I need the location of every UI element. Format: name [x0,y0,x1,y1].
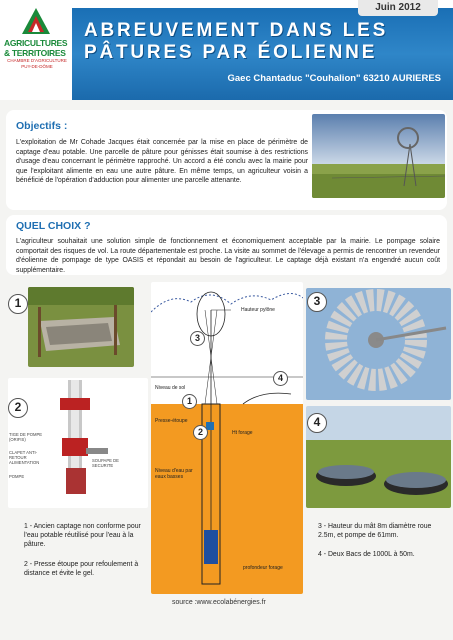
photo-rotor [306,288,451,400]
caption-1: 1 - Ancien captage non conforme pour l'eau potable réutilisé pour l'eau à la pâture. [24,523,141,549]
photo-bacs [306,406,451,508]
diag-badge-3: 3 [190,331,205,346]
pump-label-clapet: CLAPET ANTI-RETOUR ALIMENTATION [9,450,40,465]
choix-title: QUEL CHOIX ? [16,220,91,232]
number-badge-1: 1 [8,294,28,314]
diag-label-niveau-eau: Niveau d'eau par eaux basses [155,468,193,480]
page-title-line1: ABREUVEMENT DANS LES [84,20,389,41]
logo [0,0,72,100]
number-badge-4: 4 [307,413,327,433]
page-title-line2: PÂTURES PAR ÉOLIENNE [84,42,378,63]
objectifs-text: L'exploitation de Mr Cohade Jacques était concernée par la mise en place de périmètre de captage d'eau potable. Une parcelle de pâture pour génisses était soumise à des restrictions d'usage d'eau concernant le périmètre rapproché. Un accord a été conclu avec la mairie pour que l'exploitant alimente en eau une autre pâture. En même temps, un agriculteur voisin a bénéficié de l'opération d'adduction pour alimenter une parcelle attenante. [16,139,308,185]
header [0,0,453,100]
number-badge-2: 2 [8,398,28,418]
installation-diagram [151,282,303,594]
logo-text-1: AGRICULTURES [4,38,68,48]
diag-label-hauteur: Hauteur pylône [241,307,275,313]
farm-name: Gaec Chantaduc "Couhalion" 63210 AURIERES [227,73,441,84]
caption-4: 4 - Deux Bacs de 1000L à 50m. [318,551,415,558]
diag-badge-1: 1 [182,394,197,409]
diag-label-niveau-sol: Niveau de sol [155,385,186,391]
photo-captage [28,287,134,367]
logo-icon [20,6,52,36]
source-credit: source :www.ecolabénergies.fr [172,599,266,606]
logo-text-3: CHAMBRE D'AGRICULTURE PUY-DE-DÔME [7,58,67,69]
caption-3: 3 - Hauteur du mât 8m diamètre roue 2.5m, et pompe de 61mm. [318,523,432,540]
pump-label-soupape: SOUPAPE DE SECURITE [92,458,119,468]
diag-label-forage: Ht forage [232,430,253,436]
number-badge-3: 3 [307,292,327,312]
windmill-photo [312,114,445,198]
diag-badge-4: 4 [273,371,288,386]
choix-text: L'agriculteur souhaitait une solution simple de fonctionnement et économiquement acceptable par la mairie. Le pompage solaire comportait des risques de vol. La route départementale est proche. La visite au sommet de l'élevage a permis de rencontrer un revendeur d'éolienne de pompage de type OASIS et répondait au besoin de l'agriculteur. Le captage déjà existant n'a engendré aucun coût supplémentaire. [16,238,440,274]
diag-label-presse: Presse-étoupe [155,418,188,424]
pump-label-pompe: POMPE [9,474,25,479]
objectifs-title: Objectifs : [16,120,68,132]
pump-label-tige: TIGE DE POMPE (ORIFIS) [9,432,43,442]
date-badge: Juin 2012 [358,0,438,16]
caption-2: 2 - Presse étoupe pour refoulement à distance et évite le gel. [24,561,139,578]
diag-label-profondeur: profondeur forage [243,565,283,571]
photo-pompe [8,378,148,508]
diag-badge-2: 2 [193,425,208,440]
logo-text-2: & TERRITOIRES [4,48,66,58]
